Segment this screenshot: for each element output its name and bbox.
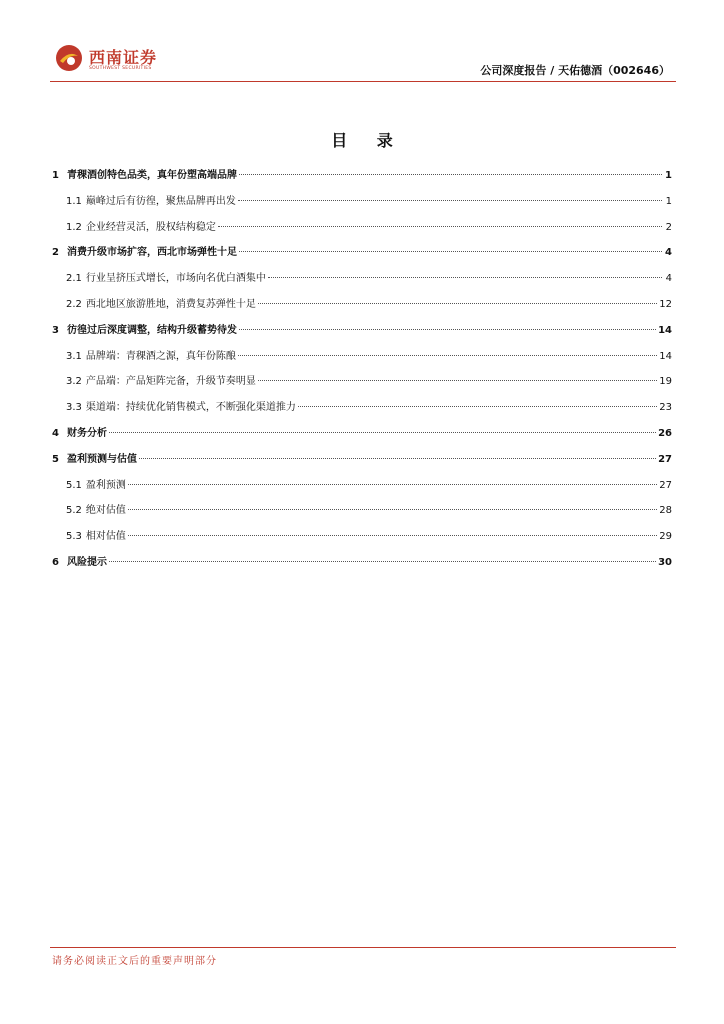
toc-dot-leader [128, 535, 657, 536]
toc-entry-number: 5.3 [66, 531, 82, 543]
toc-entry-page: 4 [665, 273, 672, 285]
toc-dot-leader [139, 458, 656, 459]
toc-dot-leader [109, 561, 656, 562]
toc-entry-number: 5.2 [66, 505, 82, 517]
toc-entry-title: 消费升级市场扩容，西北市场弹性十足 [66, 247, 237, 259]
toc-entry-number: 2.1 [66, 273, 82, 285]
toc-entry-page: 27 [659, 479, 672, 491]
toc-entry-title: 企业经营灵活，股权结构稳定 [85, 221, 216, 233]
report-title: 公司深度报告 / 天佑德酒（002646） [480, 64, 670, 77]
toc-entry[interactable] [52, 425, 672, 451]
toc-entry-title: 品牌端：青稞酒之源，真年份陈酿 [85, 350, 236, 362]
toc-entry-number: 3 [52, 324, 59, 336]
toc-entry-title: 西北地区旅游胜地，消费复苏弹性十足 [85, 298, 256, 310]
toc-entry-page: 27 [658, 453, 672, 465]
toc-entry-page: 29 [659, 531, 672, 543]
toc-entry[interactable] [52, 502, 672, 528]
toc-dot-leader [109, 432, 656, 433]
logo-chinese-name: 西南证券 [89, 48, 158, 67]
toc-entry-page: 19 [659, 376, 672, 388]
toc-entry-number: 2.2 [66, 298, 82, 310]
header-divider [50, 81, 676, 82]
toc-entry[interactable] [52, 528, 672, 554]
toc-dot-leader [268, 277, 662, 278]
toc-entry-title: 巅峰过后有彷徨，聚焦品牌再出发 [85, 195, 236, 207]
toc-entry-title: 绝对估值 [85, 505, 126, 517]
toc-entry-number: 5.1 [66, 479, 82, 491]
toc-entry-number: 4 [52, 427, 59, 439]
toc-entry-page: 12 [659, 298, 672, 310]
toc-entry[interactable] [52, 554, 672, 580]
toc-entry-title: 青稞酒创特色品类，真年份塑高端品牌 [66, 170, 237, 181]
toc-entry[interactable] [52, 477, 672, 503]
toc-entry-number: 2 [52, 247, 59, 259]
toc-entry-number: 1 [52, 170, 59, 181]
toc-entry[interactable] [52, 167, 672, 193]
footer-disclaimer: 请务必阅读正文后的重要声明部分 [52, 956, 217, 967]
toc-entry-page: 2 [665, 221, 672, 233]
toc-entry[interactable] [52, 296, 672, 322]
table-of-contents [52, 167, 672, 580]
toc-entry[interactable] [52, 270, 672, 296]
toc-entry-title: 产品端：产品矩阵完备，升级节奏明显 [85, 376, 256, 388]
toc-entry-title: 财务分析 [66, 427, 107, 439]
toc-entry-title: 彷徨过后深度调整，结构升级蓄势待发 [66, 324, 237, 336]
toc-dot-leader [239, 174, 662, 175]
toc-entry-page: 23 [659, 402, 672, 414]
toc-entry[interactable] [52, 322, 672, 348]
toc-entry-title: 行业呈挤压式增长，市场向名优白酒集中 [85, 273, 266, 285]
company-logo [55, 44, 205, 76]
toc-entry-title: 风险提示 [66, 556, 107, 568]
toc-dot-leader [258, 380, 657, 381]
toc-entry-title: 盈利预测 [85, 479, 126, 491]
toc-entry-number: 5 [52, 453, 59, 465]
toc-dot-leader [239, 329, 656, 330]
toc-entry-page: 14 [659, 350, 672, 362]
toc-entry-number: 3.3 [66, 402, 82, 414]
toc-entry[interactable] [52, 373, 672, 399]
toc-dot-leader [298, 406, 657, 407]
toc-entry-number: 3.2 [66, 376, 82, 388]
toc-entry-number: 1.1 [66, 195, 82, 207]
toc-entry-title: 相对估值 [85, 531, 126, 543]
toc-heading: 目 录 [331, 131, 405, 150]
toc-entry[interactable] [52, 193, 672, 219]
toc-dot-leader [238, 200, 662, 201]
toc-entry-page: 14 [658, 324, 672, 336]
toc-entry-title: 渠道端：持续优化销售模式，不断强化渠道推力 [85, 402, 296, 414]
logo-english-name: SOUTHWEST SECURITIES [89, 66, 152, 71]
toc-entry[interactable] [52, 244, 672, 270]
toc-dot-leader [258, 303, 657, 304]
toc-dot-leader [238, 355, 657, 356]
toc-entry-page: 1 [665, 195, 672, 207]
toc-entry-page: 4 [665, 247, 672, 259]
toc-entry[interactable] [52, 219, 672, 245]
toc-dot-leader [128, 484, 657, 485]
toc-entry-page: 26 [658, 427, 672, 439]
toc-entry-title: 盈利预测与估值 [66, 453, 137, 465]
toc-entry-page: 30 [658, 556, 672, 568]
footer-divider [50, 947, 676, 948]
logo-emblem-icon [55, 44, 83, 72]
toc-entry[interactable] [52, 451, 672, 477]
toc-dot-leader [239, 251, 662, 252]
toc-dot-leader [218, 226, 662, 227]
toc-entry-number: 3.1 [66, 350, 82, 362]
page-header [50, 40, 676, 82]
toc-entry-page: 28 [659, 505, 672, 517]
toc-entry[interactable] [52, 399, 672, 425]
toc-entry-number: 1.2 [66, 221, 82, 233]
toc-dot-leader [128, 509, 657, 510]
toc-entry-page: 1 [665, 170, 672, 181]
toc-entry[interactable] [52, 348, 672, 374]
toc-entry-number: 6 [52, 556, 59, 568]
